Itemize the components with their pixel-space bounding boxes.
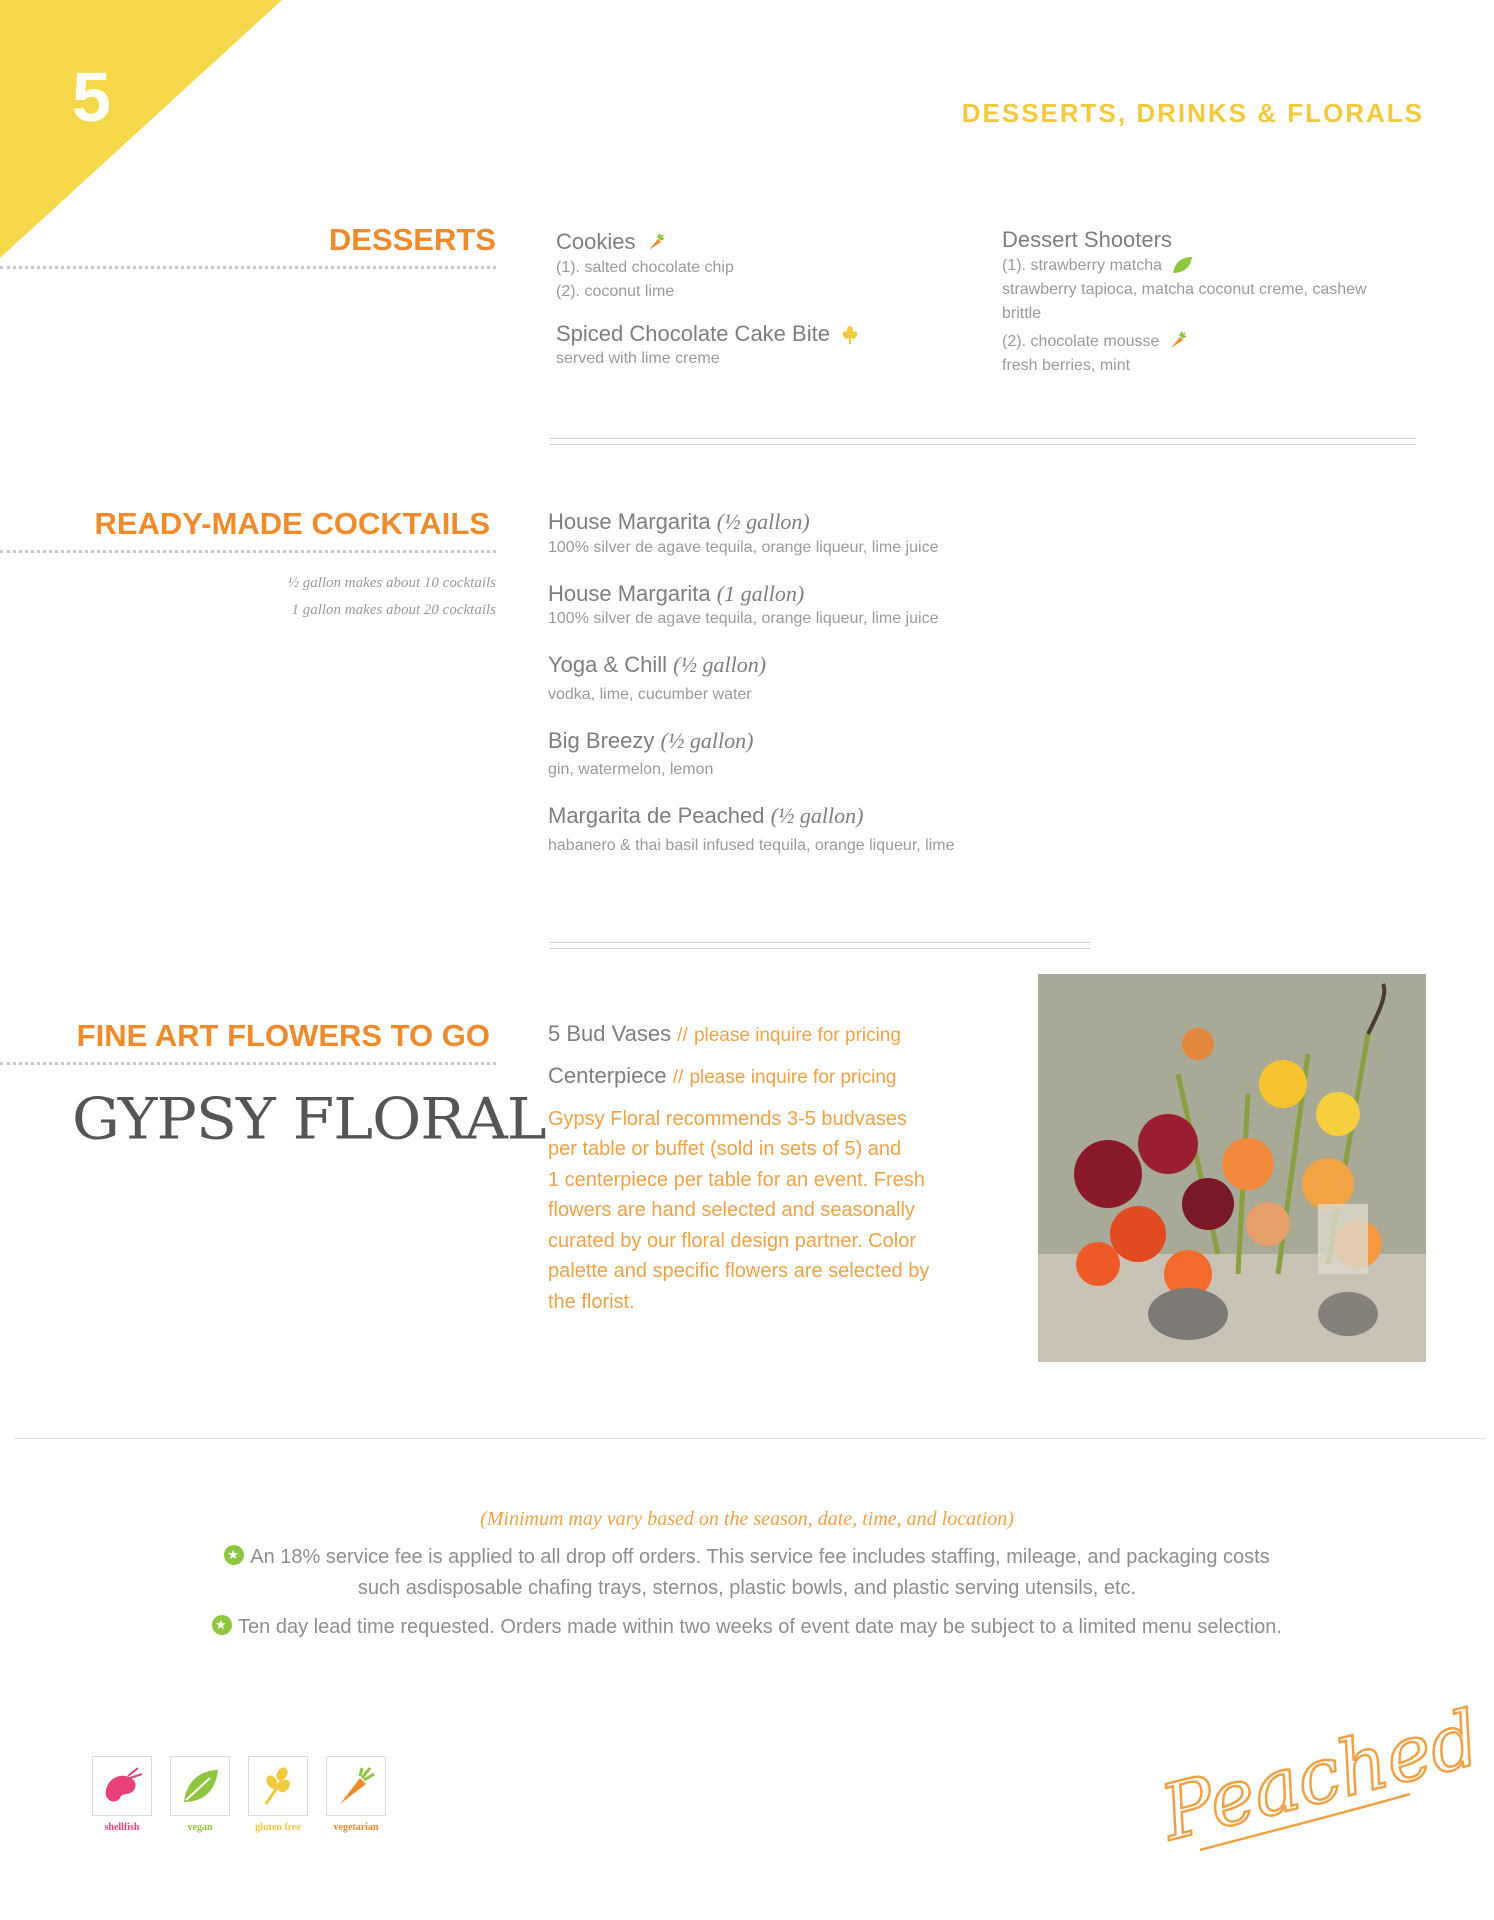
gypsy-floral-logo: GYPSY FLORAL — [72, 1086, 546, 1153]
legend-shellfish — [92, 1756, 152, 1816]
cocktail-list — [548, 508, 1068, 858]
cocktail-size-notes: ½ gallon makes about 10 cocktails 1 gallon makes about 20 cocktails — [287, 575, 496, 618]
legend-gluten-free — [248, 1756, 308, 1816]
desserts-dotted-rule — [0, 266, 496, 269]
carrot-icon — [336, 1766, 376, 1806]
page-number: 5 — [72, 58, 111, 136]
desserts-title: DESSERTS — [328, 222, 496, 257]
carrot-icon — [646, 233, 666, 253]
flowers-title: FINE ART FLOWERS TO GO — [76, 1018, 490, 1053]
wheat-icon — [840, 325, 860, 345]
peached-logo-text: Peached — [1152, 1692, 1488, 1858]
page-header: DESSERTS, DRINKS & FLORALS — [961, 98, 1424, 128]
lead-time-note: ★Ten day lead time requested. Orders made within two weeks of event date may be subject to a limited menu selection. — [0, 1612, 1494, 1643]
shooters-title: Dessert Shooters — [1002, 227, 1172, 252]
bud-vases-item: 5 Bud Vases // please inquire for pricing — [548, 1021, 901, 1046]
leaf-icon — [1171, 255, 1193, 275]
legend-label-vegan: vegan — [187, 1822, 213, 1833]
cocktail-desc: habanero & thai basil infused tequila, orange liqueur, lime — [548, 836, 955, 854]
footer-divider — [14, 1438, 1486, 1439]
cookies-title: Cookies — [556, 228, 976, 256]
legend-vegan — [170, 1756, 230, 1816]
shooter-option-1-desc: strawberry tapioca, matcha coconut creme, cashew brittle — [1002, 280, 1367, 322]
cake-title: Spiced Chocolate Cake Bite — [556, 320, 976, 348]
cocktails-divider — [550, 942, 1090, 949]
shooters-block — [1002, 226, 1402, 378]
cocktail-desc: 100% silver de agave tequila, orange liqueur, lime juice — [548, 610, 939, 627]
minimum-note: (Minimum may vary based on the season, date, time, and location) — [480, 1508, 1014, 1530]
cocktail-name: Margarita de Peached (½ gallon) — [548, 803, 864, 828]
floral-arrangement-photo — [1038, 974, 1426, 1362]
legend-label-shellfish: shellfish — [104, 1822, 140, 1833]
wheat-icon — [258, 1766, 298, 1806]
star-icon — [224, 1545, 244, 1565]
carrot-icon — [1168, 331, 1188, 351]
cocktail-desc: gin, watermelon, lemon — [548, 761, 714, 778]
cocktail-desc: vodka, lime, cucumber water — [548, 685, 752, 703]
flowers-block — [548, 1020, 1008, 1318]
legend-label-gluten-free: gluten free — [255, 1822, 301, 1833]
desserts-divider — [550, 438, 1416, 445]
cocktails-title: READY-MADE COCKTAILS — [94, 506, 490, 541]
service-fee-note: ★An 18% service fee is applied to all drop off orders. This service fee includes staffing, mileage, and packaging costs such asdisposable chafing trays, sternos, plastic bowls, and plastic serving utensils, etc. — [0, 1542, 1494, 1604]
shooter-option-1: (1). strawberry matcha — [1002, 254, 1402, 278]
centerpiece-item: Centerpiece // please inquire for pricing — [548, 1062, 897, 1088]
cookies-block — [556, 228, 976, 371]
corner-triangle — [0, 0, 282, 258]
cake-desc: served with lime creme — [556, 350, 720, 367]
shooter-option-2: (2). chocolate mousse — [1002, 330, 1402, 354]
legend-label-vegetarian: vegetarian — [333, 1822, 379, 1833]
cocktails-dotted-rule — [0, 550, 496, 553]
star-icon — [212, 1615, 232, 1635]
cocktail-desc: 100% silver de agave tequila, orange liqueur, lime juice — [548, 538, 939, 556]
cocktail-name: Big Breezy (½ gallon) — [548, 727, 754, 753]
shooter-option-2-desc: fresh berries, mint — [1002, 356, 1131, 374]
legend-vegetarian — [326, 1756, 386, 1816]
cocktail-name: House Margarita (½ gallon) — [548, 509, 810, 534]
flowers-description: Gypsy Floral recommends 3-5 budvases per table or buffet (sold in sets of 5) and 1 centerpiece per table for an event. Fresh flowers are hand selected and seasonally curated by our floral design partner. Color palette and specific flowers are selected by the florist. — [548, 1107, 930, 1314]
cookie-option-1: (1). salted chocolate chip — [556, 258, 734, 276]
peached-logo — [1152, 1692, 1488, 1877]
leaf-icon — [180, 1766, 220, 1806]
cocktail-name: Yoga & Chill (½ gallon) — [548, 652, 767, 677]
cocktail-name: House Margarita (1 gallon) — [548, 580, 805, 606]
flowers-dotted-rule — [0, 1062, 496, 1065]
cookie-option-2: (2). coconut lime — [556, 282, 675, 300]
shrimp-icon — [100, 1766, 144, 1806]
